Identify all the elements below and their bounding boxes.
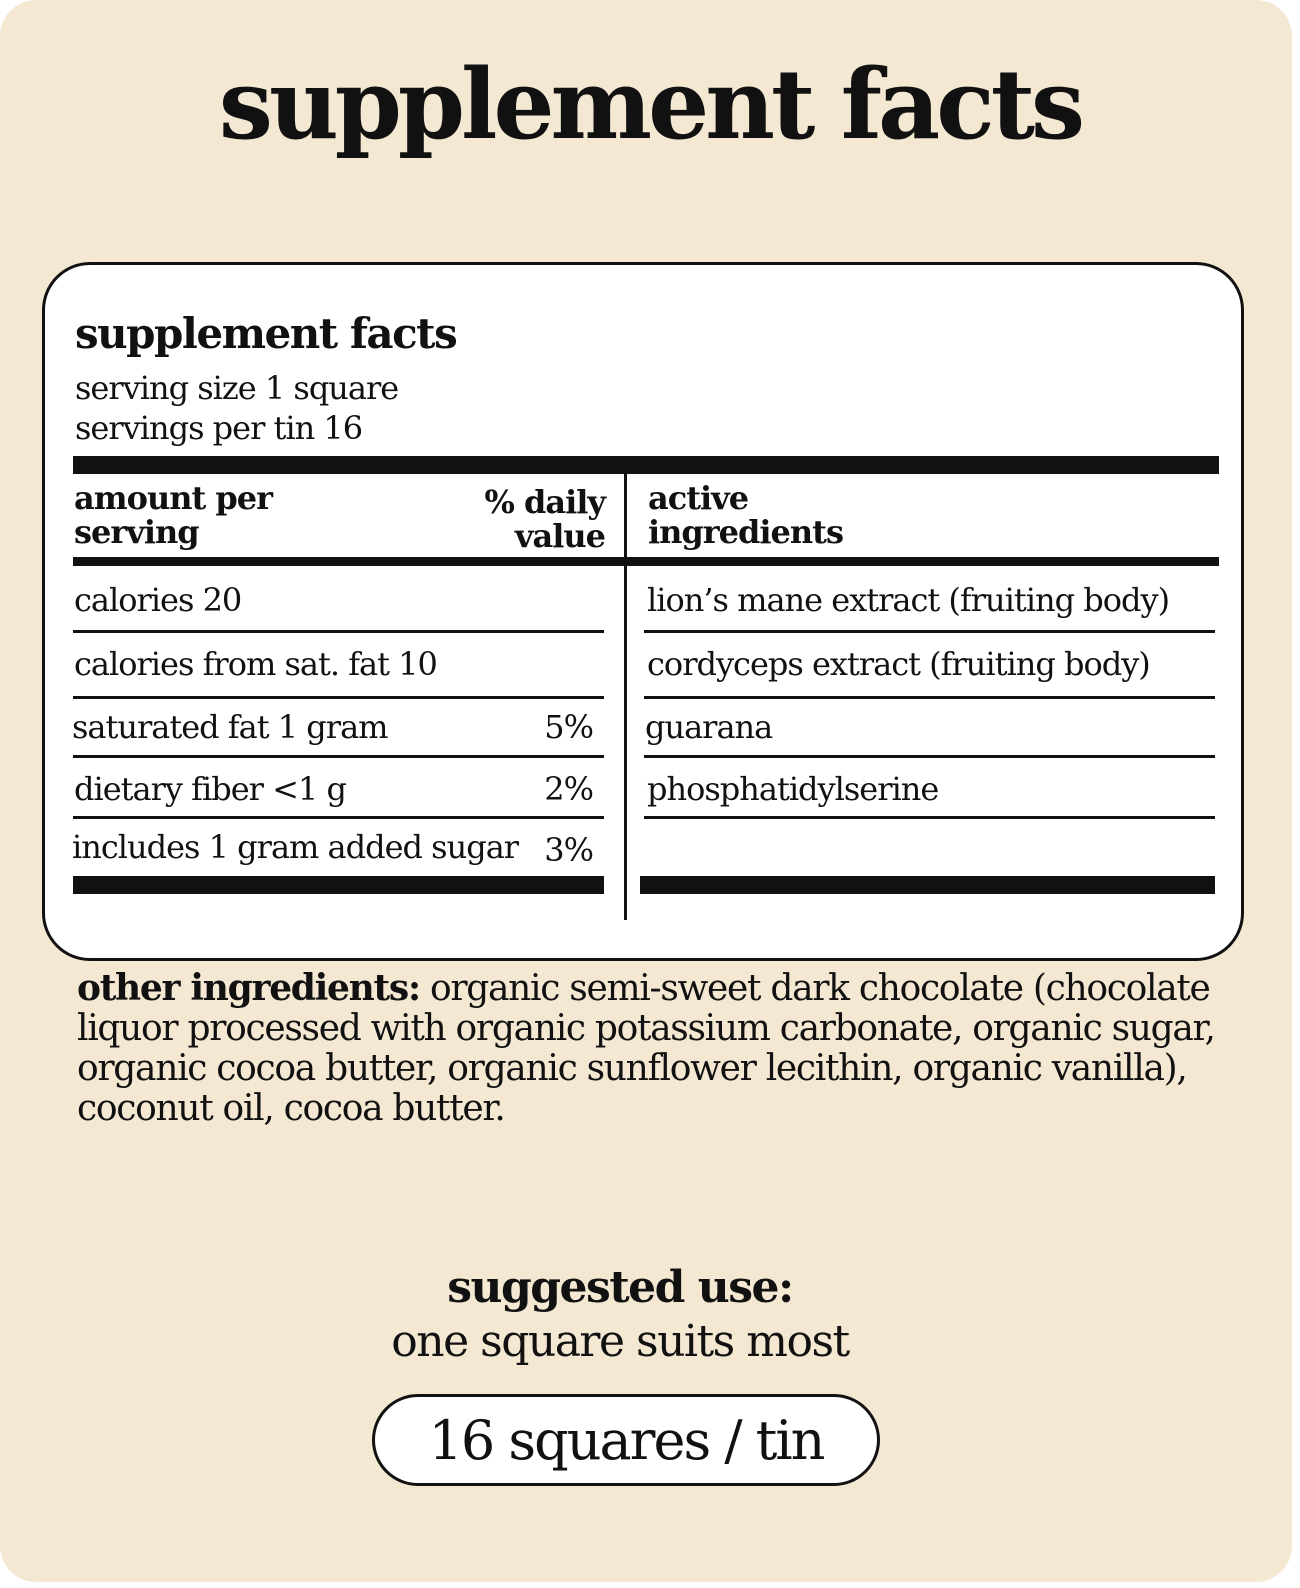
nutrient-row-label: calories 20 bbox=[74, 581, 242, 619]
panel-title: supplement facts bbox=[75, 309, 457, 358]
nutrient-row-dv: 2% bbox=[544, 770, 593, 808]
active-ingredient-item: lion’s mane extract (fruiting body) bbox=[647, 581, 1170, 619]
other-ingredients-text: organic semi-sweet dark chocolate (chocolate liquor processed with organic potassium carbonate, organic sugar, organic cocoa butter, organic sunflower lecithin, organic vanilla), coconut oil, cocoa butter. bbox=[77, 968, 1215, 1129]
header-daily-value: % daily value bbox=[484, 483, 605, 555]
row-divider bbox=[644, 816, 1215, 819]
supplement-facts-panel bbox=[42, 262, 1244, 961]
other-ingredients bbox=[77, 968, 1227, 1129]
nutrient-row-label: dietary fiber <1 g bbox=[74, 770, 346, 808]
nutrient-row-dv: 3% bbox=[544, 831, 593, 869]
nutrient-row-label: calories from sat. fat 10 bbox=[74, 645, 437, 683]
suggested-use-title: suggested use: bbox=[447, 1262, 793, 1313]
row-divider bbox=[73, 755, 604, 758]
page-title: supplement facts bbox=[218, 48, 1082, 161]
thick-divider-bottom-left bbox=[73, 876, 604, 894]
row-divider bbox=[73, 696, 604, 699]
active-ingredient-item: guarana bbox=[645, 708, 773, 746]
row-divider bbox=[73, 816, 604, 819]
active-ingredient-item: phosphatidylserine bbox=[647, 770, 939, 808]
serving-size: serving size 1 square bbox=[75, 369, 399, 407]
servings-per-tin: servings per tin 16 bbox=[75, 409, 363, 447]
row-divider bbox=[644, 755, 1215, 758]
count-badge bbox=[372, 1394, 880, 1486]
header-amount-per-serving: amount per serving bbox=[74, 479, 272, 551]
active-ingredient-item: cordyceps extract (fruiting body) bbox=[647, 645, 1150, 683]
column-divider bbox=[624, 474, 627, 920]
nutrient-row-dv: 5% bbox=[544, 708, 593, 746]
header-divider bbox=[73, 557, 1219, 566]
other-ingredients-label: other ingredients: bbox=[77, 967, 420, 1009]
row-divider bbox=[73, 630, 604, 633]
row-divider bbox=[644, 696, 1215, 699]
nutrient-row-label: includes 1 gram added sugar bbox=[72, 828, 519, 866]
thick-divider-bottom-right bbox=[640, 876, 1215, 894]
row-divider bbox=[644, 630, 1215, 633]
header-active-ingredients: active ingredients bbox=[648, 479, 843, 551]
thick-divider-top bbox=[73, 456, 1219, 474]
count-badge-text: 16 squares / tin bbox=[428, 1408, 824, 1472]
suggested-use-text: one square suits most bbox=[391, 1316, 849, 1367]
nutrient-row-label: saturated fat 1 gram bbox=[72, 708, 388, 746]
